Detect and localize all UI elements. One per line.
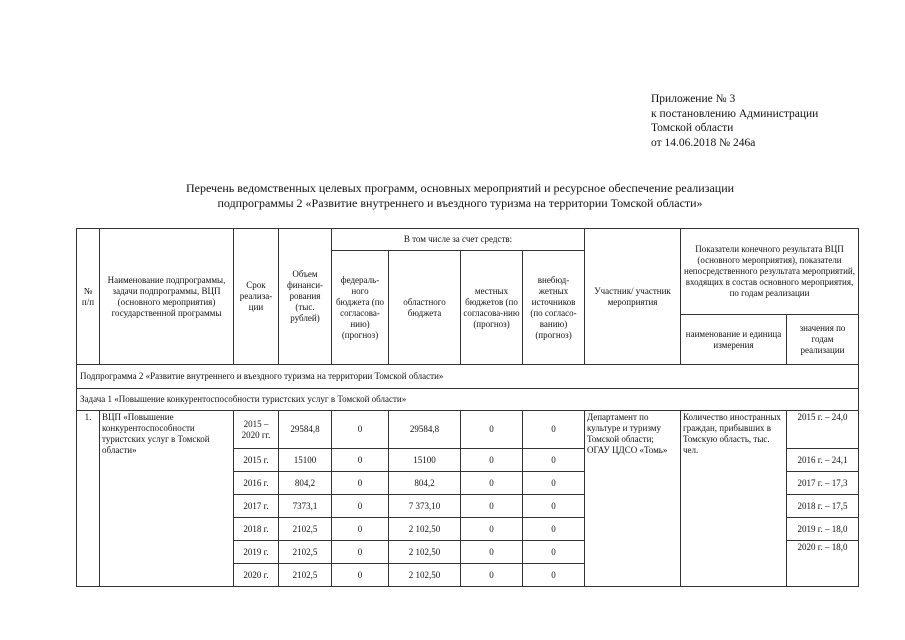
table-row (77, 411, 859, 449)
subprogram-row: Подпрограмма 2 «Развитие внутреннего и въездного туризма на территории Томской области» (77, 365, 859, 389)
appendix-block (651, 92, 818, 150)
cell-offbudget: 0 (523, 564, 585, 587)
header-local: местных бюджетов (по согласова-нию (прогноз) (461, 251, 523, 365)
indicator-value: 2017 г. – 17,3 (787, 472, 859, 495)
task-row: Задача 1 «Повышение конкурентоспособности туристских услуг в Томской области» (77, 389, 859, 411)
cell-local: 0 (461, 495, 523, 518)
indicator-value: 2018 г. – 17,5 (787, 495, 859, 518)
cell-offbudget: 0 (523, 541, 585, 564)
document-title (60, 181, 860, 211)
indicator-value: 2020 г. – 18,0 (787, 541, 859, 587)
header-name: Наименование подпрограммы, задачи подпрограммы, ВЦП (основного мероприятия) государственной программы (100, 229, 234, 365)
header-num: № п/п (77, 229, 100, 365)
program-table (76, 228, 859, 587)
header-participant: Участник/ участник мероприятия (585, 229, 681, 365)
cell-federal: 0 (332, 449, 389, 472)
cell-offbudget: 0 (523, 449, 585, 472)
cell-local: 0 (461, 564, 523, 587)
cell-regional: 2 102,50 (389, 564, 461, 587)
appendix-line-4: от 14.06.2018 № 246а (651, 136, 756, 149)
header-indicators: Показатели конечного результата ВЦП (основного мероприятия), показатели непосредственного результата мероприятий, входящих в состав основного мероприятия, по годам реализации (681, 229, 859, 315)
header-including: В том числе за счет средств: (332, 229, 585, 251)
cell-federal: 0 (332, 541, 389, 564)
appendix-line-3: Томской области (651, 122, 734, 134)
indicator-value: 2015 г. – 24,0 (787, 411, 859, 449)
cell-federal: 0 (332, 472, 389, 495)
header-term: Срок реализа-ции (234, 229, 279, 365)
cell-term: 2015 – 2020 гг. (234, 411, 279, 449)
cell-local: 0 (461, 541, 523, 564)
cell-volume: 2102,5 (279, 518, 332, 541)
cell-term: 2018 г. (234, 518, 279, 541)
title-line-2: подпрограммы 2 «Развитие внутреннего и въездного туризма на территории Томской области» (217, 196, 703, 210)
header-regional: областного бюджета (389, 251, 461, 365)
cell-local: 0 (461, 518, 523, 541)
header-federal: федераль-ного бюджета (по согласова-нию) (прогноз) (332, 251, 389, 365)
cell-offbudget: 0 (523, 518, 585, 541)
cell-local: 0 (461, 449, 523, 472)
cell-regional: 7 373,10 (389, 495, 461, 518)
indicator-value: 2016 г. – 24,1 (787, 449, 859, 472)
item-num: 1. (77, 411, 100, 587)
cell-term: 2020 г. (234, 564, 279, 587)
header-indicator-name: наименование и единица измерения (681, 315, 787, 365)
cell-volume: 7373,1 (279, 495, 332, 518)
item-participant: Департамент по культуре и туризму Томской области; ОГАУ ЦДСО «Томь» (585, 411, 681, 587)
cell-federal: 0 (332, 518, 389, 541)
cell-volume: 804,2 (279, 472, 332, 495)
indicator-value: 2019 г. – 18,0 (787, 518, 859, 541)
cell-offbudget: 0 (523, 472, 585, 495)
cell-volume: 2102,5 (279, 564, 332, 587)
cell-local: 0 (461, 472, 523, 495)
cell-volume: 2102,5 (279, 541, 332, 564)
cell-term: 2016 г. (234, 472, 279, 495)
cell-offbudget: 0 (523, 411, 585, 449)
header-indicator-values: значения по годам реализации (787, 315, 859, 365)
cell-federal: 0 (332, 564, 389, 587)
title-line-1: Перечень ведомственных целевых программ, основных мероприятий и ресурсное обеспечение реализации (185, 181, 735, 195)
cell-volume: 15100 (279, 449, 332, 472)
cell-regional: 804,2 (389, 472, 461, 495)
cell-local: 0 (461, 411, 523, 449)
cell-volume: 29584,8 (279, 411, 332, 449)
cell-term: 2017 г. (234, 495, 279, 518)
cell-term: 2015 г. (234, 449, 279, 472)
cell-regional: 29584,8 (389, 411, 461, 449)
cell-federal: 0 (332, 411, 389, 449)
cell-term: 2019 г. (234, 541, 279, 564)
header-offbudget: внебюд-жетных источников (по согласо-ванию) (прогноз) (523, 251, 585, 365)
cell-regional: 15100 (389, 449, 461, 472)
item-name: ВЦП «Повышение конкурентоспособности туристских услуг в Томской области» (100, 411, 234, 587)
header-volume: Объем финанси-рования (тыс. рублей) (279, 229, 332, 365)
cell-regional: 2 102,50 (389, 518, 461, 541)
item-indicator: Количество иностранных граждан, прибывших в Томскую область, тыс. чел. (681, 411, 787, 587)
cell-federal: 0 (332, 495, 389, 518)
appendix-line-2: к постановлению Администрации (651, 107, 819, 120)
cell-offbudget: 0 (523, 495, 585, 518)
appendix-line-1: Приложение № 3 (651, 93, 736, 105)
cell-regional: 2 102,50 (389, 541, 461, 564)
